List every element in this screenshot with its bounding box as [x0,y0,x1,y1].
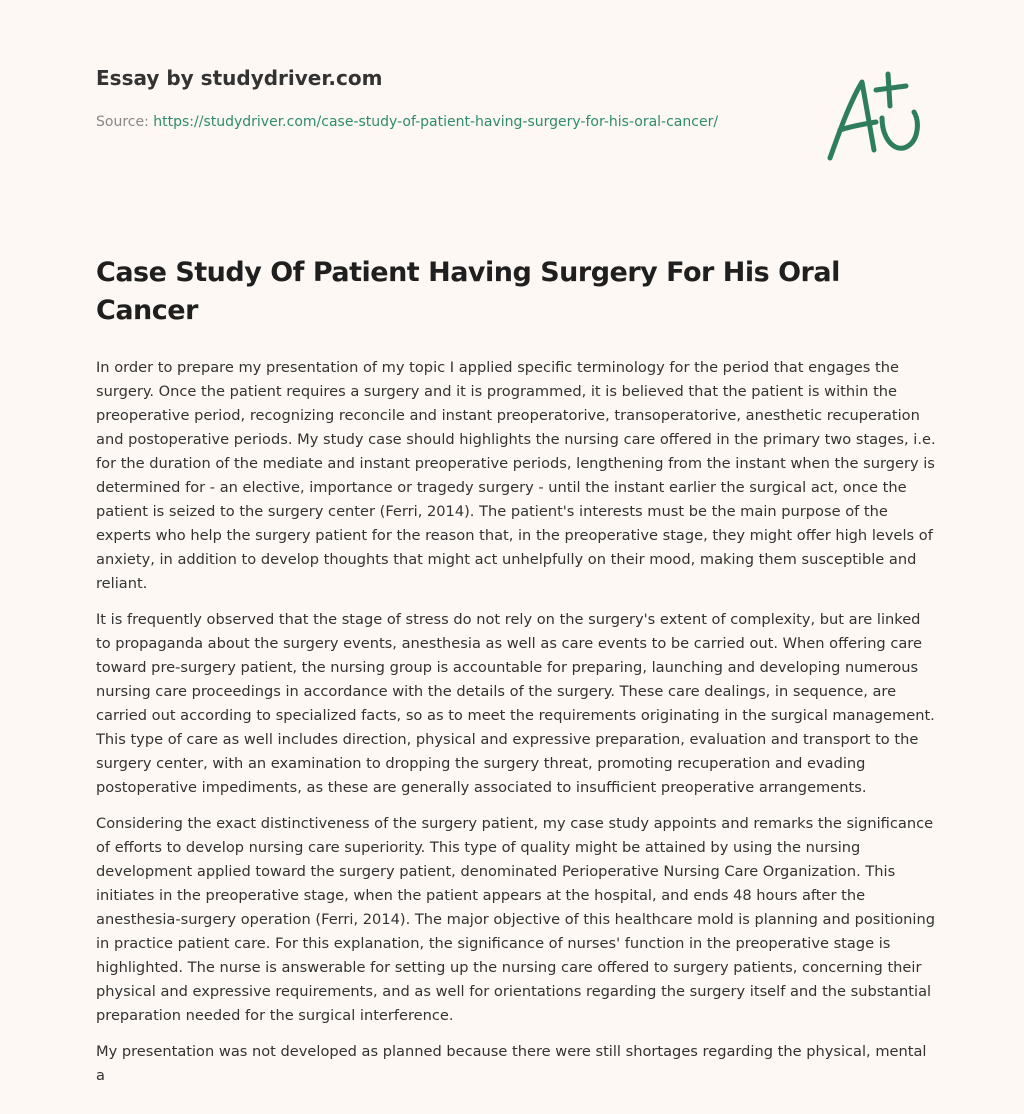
paragraph: My presentation was not developed as planned because there were still shortages regarding the physical, mental a [96,1043,927,1084]
paragraph: It is frequently observed that the stage of stress do not rely on the surgery's extent of complexity, but are linked to propaganda about the surgery events, anesthesia as well as care events to be carried out. When offering care toward pre-surgery patient, the nursing group is accountable for preparing, launching and developing numerous nursing care proceedings in accordance with the details of the surgery. These care dealings, in sequence, are carried out according to specialized facts, so as to meet the requirements originating in the surgical management. This type of care as well includes direction, physical and expressive preparation, evaluation and transport to the surgery center, with an examination to dropping the surgery threat, promoting recuperation and evading postoperative impediments, as these are generally associated to insufficient preoperative arrangements. [96,611,935,796]
article-body [96,356,936,1100]
site-title: Essay by studydriver.com [96,66,383,90]
source-label: Source: [96,114,149,130]
article-title: Case Study Of Patient Having Surgery For His Oral Cancer [96,257,840,326]
source-line [96,110,736,134]
paragraph: Considering the exact distinctiveness of the surgery patient, my case study appoints and remarks the significance of efforts to develop nursing care superiority. This type of quality might be attained by using the nursing development applied toward the surgery patient, denominated Perioperative Nursing Care Organization. This initiates in the preoperative stage, when the patient appears at the hospital, and ends 48 hours after the anesthesia-surgery operation (Ferri, 2014). The major objective of this healthcare mold is planning and positioning in practice patient care. For this explanation, the significance of nurses' function in the preoperative stage is highlighted. The nurse is answerable for setting up the nursing care offered to surgery patients, concerning their physical and expressive requirements, and as well for orientations regarding the surgery itself and the substantial preparation needed for the surgical interference. [96,815,935,1024]
paragraph: In order to prepare my presentation of my topic I applied specific terminology for the period that engages the surgery. Once the patient requires a surgery and it is programmed, it is believed that the patient is within the preoperative period, recognizing reconcile and instant preoperatorive, transoperatorive, anesthetic recuperation and postoperative periods. My study case should highlights the nursing care offered in the primary two stages, i.e. for the duration of the mediate and instant preoperative periods, lengthening from the instant when the surgery is determined for - an elective, importance or tragedy surgery - until the instant earlier the surgical act, once the patient is seized to the surgery center (Ferri, 2014). The patient's interests must be the main purpose of the experts who help the surgery patient for the reason that, in the preoperative stage, they might offer high levels of anxiety, in addition to develop thoughts that might act unhelpfully on their mood, making them susceptible and reliant. [96,359,936,592]
source-link[interactable]: https://studydriver.com/case-study-of-patient-having-surgery-for-his-oral-cancer/ [153,114,719,130]
a-plus-grade-logo [822,68,926,164]
page-header [96,62,736,134]
